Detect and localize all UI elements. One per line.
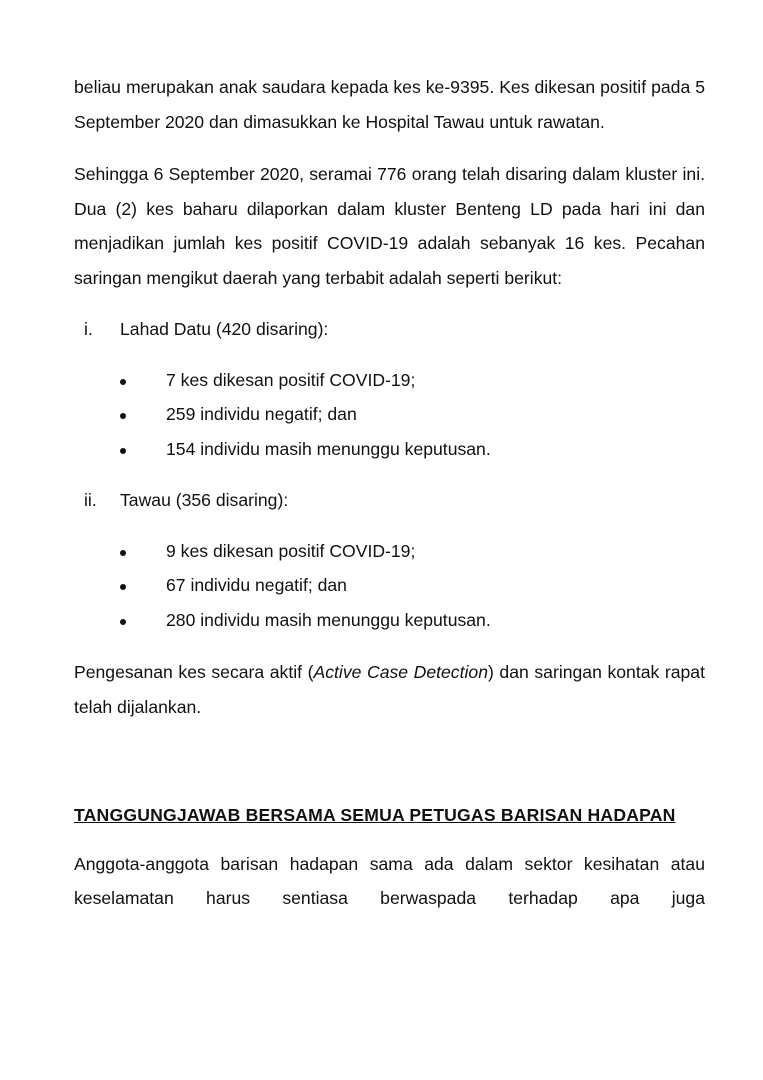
district-item bbox=[74, 483, 705, 637]
list-numeral: ii. bbox=[84, 490, 97, 510]
list-item: 9 kes dikesan positif COVID-19; bbox=[74, 534, 705, 569]
list-item: 280 individu masih menunggu keputusan. bbox=[74, 603, 705, 638]
district-list bbox=[74, 312, 705, 637]
paragraph-screening-summary: Sehingga 6 September 2020, seramai 776 orang telah disaring dalam kluster ini. Dua (2) kes baharu dilaporkan dalam kluster Benteng LD pada hari ini dan menjadikan jumlah kes positif COVID-19 adalah sebanyak 16 kes. Pecahan saringan mengikut daerah yang terbabit adalah seperti berikut: bbox=[74, 164, 705, 288]
paragraph-frontline: Anggota-anggota barisan hadapan sama ada dalam sektor kesihatan atau keselamatan harus sentiasa berwaspada terhadap apa juga bbox=[74, 853, 705, 908]
paragraph-active-detection: Pengesanan kes secara aktif (Active Case Detection) dan saringan kontak rapat telah dijalankan. bbox=[74, 662, 705, 717]
bullet-icon bbox=[120, 584, 126, 590]
district-label: Lahad Datu (420 disaring): bbox=[120, 319, 329, 339]
list-item: 259 individu negatif; dan bbox=[74, 397, 705, 432]
bullet-list bbox=[74, 534, 705, 638]
paragraph-case-origin: beliau merupakan anak saudara kepada kes ke-9395. Kes dikesan positif pada 5 September 2020 dan dimasukkan ke Hospital Tawau untuk rawatan. bbox=[74, 77, 705, 132]
bullet-icon bbox=[120, 619, 126, 625]
list-item: 154 individu masih menunggu keputusan. bbox=[74, 432, 705, 467]
bullet-list bbox=[74, 363, 705, 467]
list-numeral: i. bbox=[84, 319, 93, 339]
list-item: 7 kes dikesan positif COVID-19; bbox=[74, 363, 705, 398]
bullet-icon bbox=[120, 448, 126, 454]
section-heading: TANGGUNGJAWAB BERSAMA SEMUA PETUGAS BARISAN HADAPAN bbox=[74, 805, 676, 825]
district-item bbox=[74, 312, 705, 466]
list-item: 67 individu negatif; dan bbox=[74, 568, 705, 603]
district-label: Tawau (356 disaring): bbox=[120, 490, 289, 510]
bullet-icon bbox=[120, 413, 126, 419]
document-page bbox=[74, 70, 705, 916]
bullet-icon bbox=[120, 379, 126, 385]
bullet-icon bbox=[120, 550, 126, 556]
